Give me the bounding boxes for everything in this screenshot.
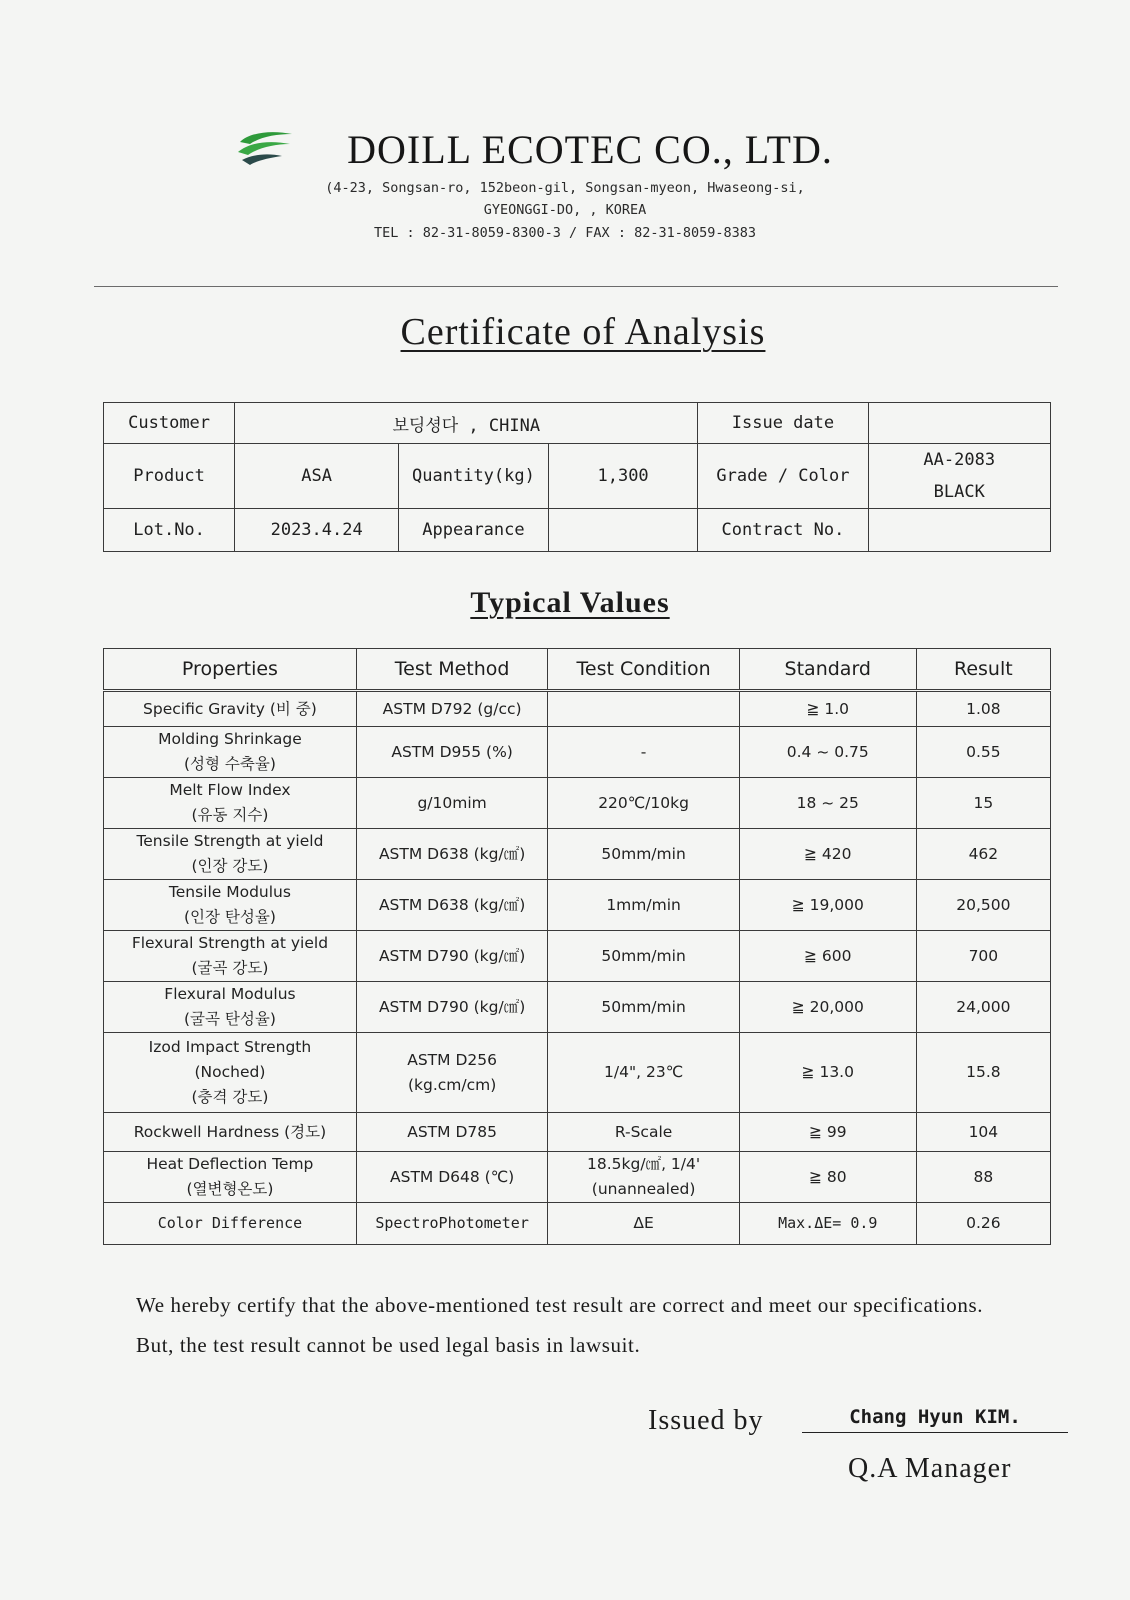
method-cell: ASTM D955 (%) [356,727,547,778]
standard-cell: 18 ~ 25 [739,778,916,829]
grade-color-value [868,444,1050,509]
quantity-label: Quantity(kg) [399,444,549,509]
property-cell: Flexural Modulus (굴곡 탄성율) [104,982,357,1033]
result-cell: 88 [916,1152,1050,1203]
method-cell: ASTM D785 [356,1113,547,1152]
result-cell: 0.55 [916,727,1050,778]
method-cell: ASTM D648 (℃) [356,1152,547,1203]
table-row [104,931,1051,982]
property-cell: Melt Flow Index (유동 지수) [104,778,357,829]
condition-cell: 220℃/10kg [548,778,739,829]
issue-date-value [868,403,1050,444]
signatory-position: Q.A Manager [848,1453,1012,1484]
company-name: DOILL ECOTEC CO., LTD. [347,127,833,172]
header-test-method: Test Method [356,649,547,691]
grade-value: AA-2083 [923,450,996,470]
condition-cell: 50mm/min [548,931,739,982]
contract-label: Contract No. [698,509,868,552]
appearance-value [548,509,698,552]
company-address-line1: (4-23, Songsan-ro, 152beon-gil, Songsan-myeon, Hwaseong-si, [325,180,805,196]
method-cell: ASTM D792 (g/cc) [356,691,547,727]
standard-cell: ≧ 20,000 [739,982,916,1033]
header-standard: Standard [739,649,916,691]
table-row [104,691,1051,727]
table-row [104,1203,1051,1245]
issued-by-label: Issued by [648,1405,764,1436]
typical-values-title: Typical Values [470,586,670,619]
property-cell: Molding Shrinkage (성형 수축율) [104,727,357,778]
standard-cell: ≧ 80 [739,1152,916,1203]
result-cell: 15 [916,778,1050,829]
property-cell: Flexural Strength at yield (굴곡 강도) [104,931,357,982]
lot-label: Lot.No. [104,509,235,552]
header-result: Result [916,649,1050,691]
method-cell: ASTM D256 (kg.cm/cm) [356,1033,547,1113]
result-cell: 0.26 [916,1203,1050,1245]
standard-cell: ≧ 13.0 [739,1033,916,1113]
standard-cell: 0.4 ~ 0.75 [739,727,916,778]
contract-value [868,509,1050,552]
standard-cell: ≧ 600 [739,931,916,982]
appearance-label: Appearance [399,509,549,552]
standard-cell: Max.ΔE= 0.9 [739,1203,916,1245]
condition-cell: 1/4", 23℃ [548,1033,739,1113]
grade-color-label: Grade / Color [698,444,868,509]
method-cell: SpectroPhotometer [356,1203,547,1245]
standard-cell: ≧ 99 [739,1113,916,1152]
method-cell: ASTM D638 (kg/㎠) [356,829,547,880]
property-cell: Izod Impact Strength (Noched) (충격 강도) [104,1033,357,1113]
method-cell: ASTM D790 (kg/㎠) [356,931,547,982]
color-value: BLACK [933,482,985,502]
certification-statement: We hereby certify that the above-mentioned test result are correct and meet our specifications. But, the test result cannot be used legal basis in lawsuit. [136,1293,984,1357]
property-cell: Rockwell Hardness (경도) [104,1113,357,1152]
property-cell: Color Difference [104,1203,357,1245]
table-row [104,727,1051,778]
property-cell: Specific Gravity (비 중) [104,691,357,727]
signatory-name: Chang Hyun KIM. [802,1406,1068,1433]
table-row [104,1033,1051,1113]
typical-values-table [103,648,1051,1245]
condition-cell: 1mm/min [548,880,739,931]
condition-cell: R-Scale [548,1113,739,1152]
lot-value: 2023.4.24 [235,509,399,552]
header-test-condition: Test Condition [548,649,739,691]
method-cell: ASTM D790 (kg/㎠) [356,982,547,1033]
result-cell: 462 [916,829,1050,880]
table-row [104,982,1051,1033]
table-row [104,1113,1051,1152]
issue-date-label: Issue date [698,403,868,444]
result-cell: 1.08 [916,691,1050,727]
quantity-value: 1,300 [548,444,698,509]
company-address-line2: GYEONGGI-DO, , KOREA [483,202,647,218]
product-value: ASA [235,444,399,509]
condition-cell: 50mm/min [548,982,739,1033]
result-cell: 20,500 [916,880,1050,931]
table-row [104,778,1051,829]
result-cell: 24,000 [916,982,1050,1033]
table-row [104,880,1051,931]
standard-cell: ≧ 1.0 [739,691,916,727]
condition-cell: - [548,727,739,778]
property-cell: Heat Deflection Temp (열변형온도) [104,1152,357,1203]
standard-cell: ≧ 19,000 [739,880,916,931]
document-title: Certificate of Analysis [400,311,766,353]
condition-cell: ΔE [548,1203,739,1245]
customer-value: 보딩셩다 , CHINA [235,403,698,444]
result-cell: 104 [916,1113,1050,1152]
method-cell: g/10mim [356,778,547,829]
condition-cell: 50mm/min [548,829,739,880]
table-row [104,829,1051,880]
method-cell: ASTM D638 (kg/㎠) [356,880,547,931]
result-cell: 15.8 [916,1033,1050,1113]
property-cell: Tensile Modulus (인장 탄성율) [104,880,357,931]
condition-cell: 18.5kg/㎠, 1/4' (unannealed) [548,1152,739,1203]
header-properties: Properties [104,649,357,691]
header-divider [94,286,1058,287]
result-cell: 700 [916,931,1050,982]
customer-label: Customer [104,403,235,444]
info-table [103,402,1051,552]
table-row [104,1152,1051,1203]
standard-cell: ≧ 420 [739,829,916,880]
product-label: Product [104,444,235,509]
property-cell: Tensile Strength at yield (인장 강도) [104,829,357,880]
condition-cell [548,691,739,727]
company-logo-icon [236,128,294,168]
company-contact: TEL : 82-31-8059-8300-3 / FAX : 82-31-8059-8383 [373,225,756,241]
